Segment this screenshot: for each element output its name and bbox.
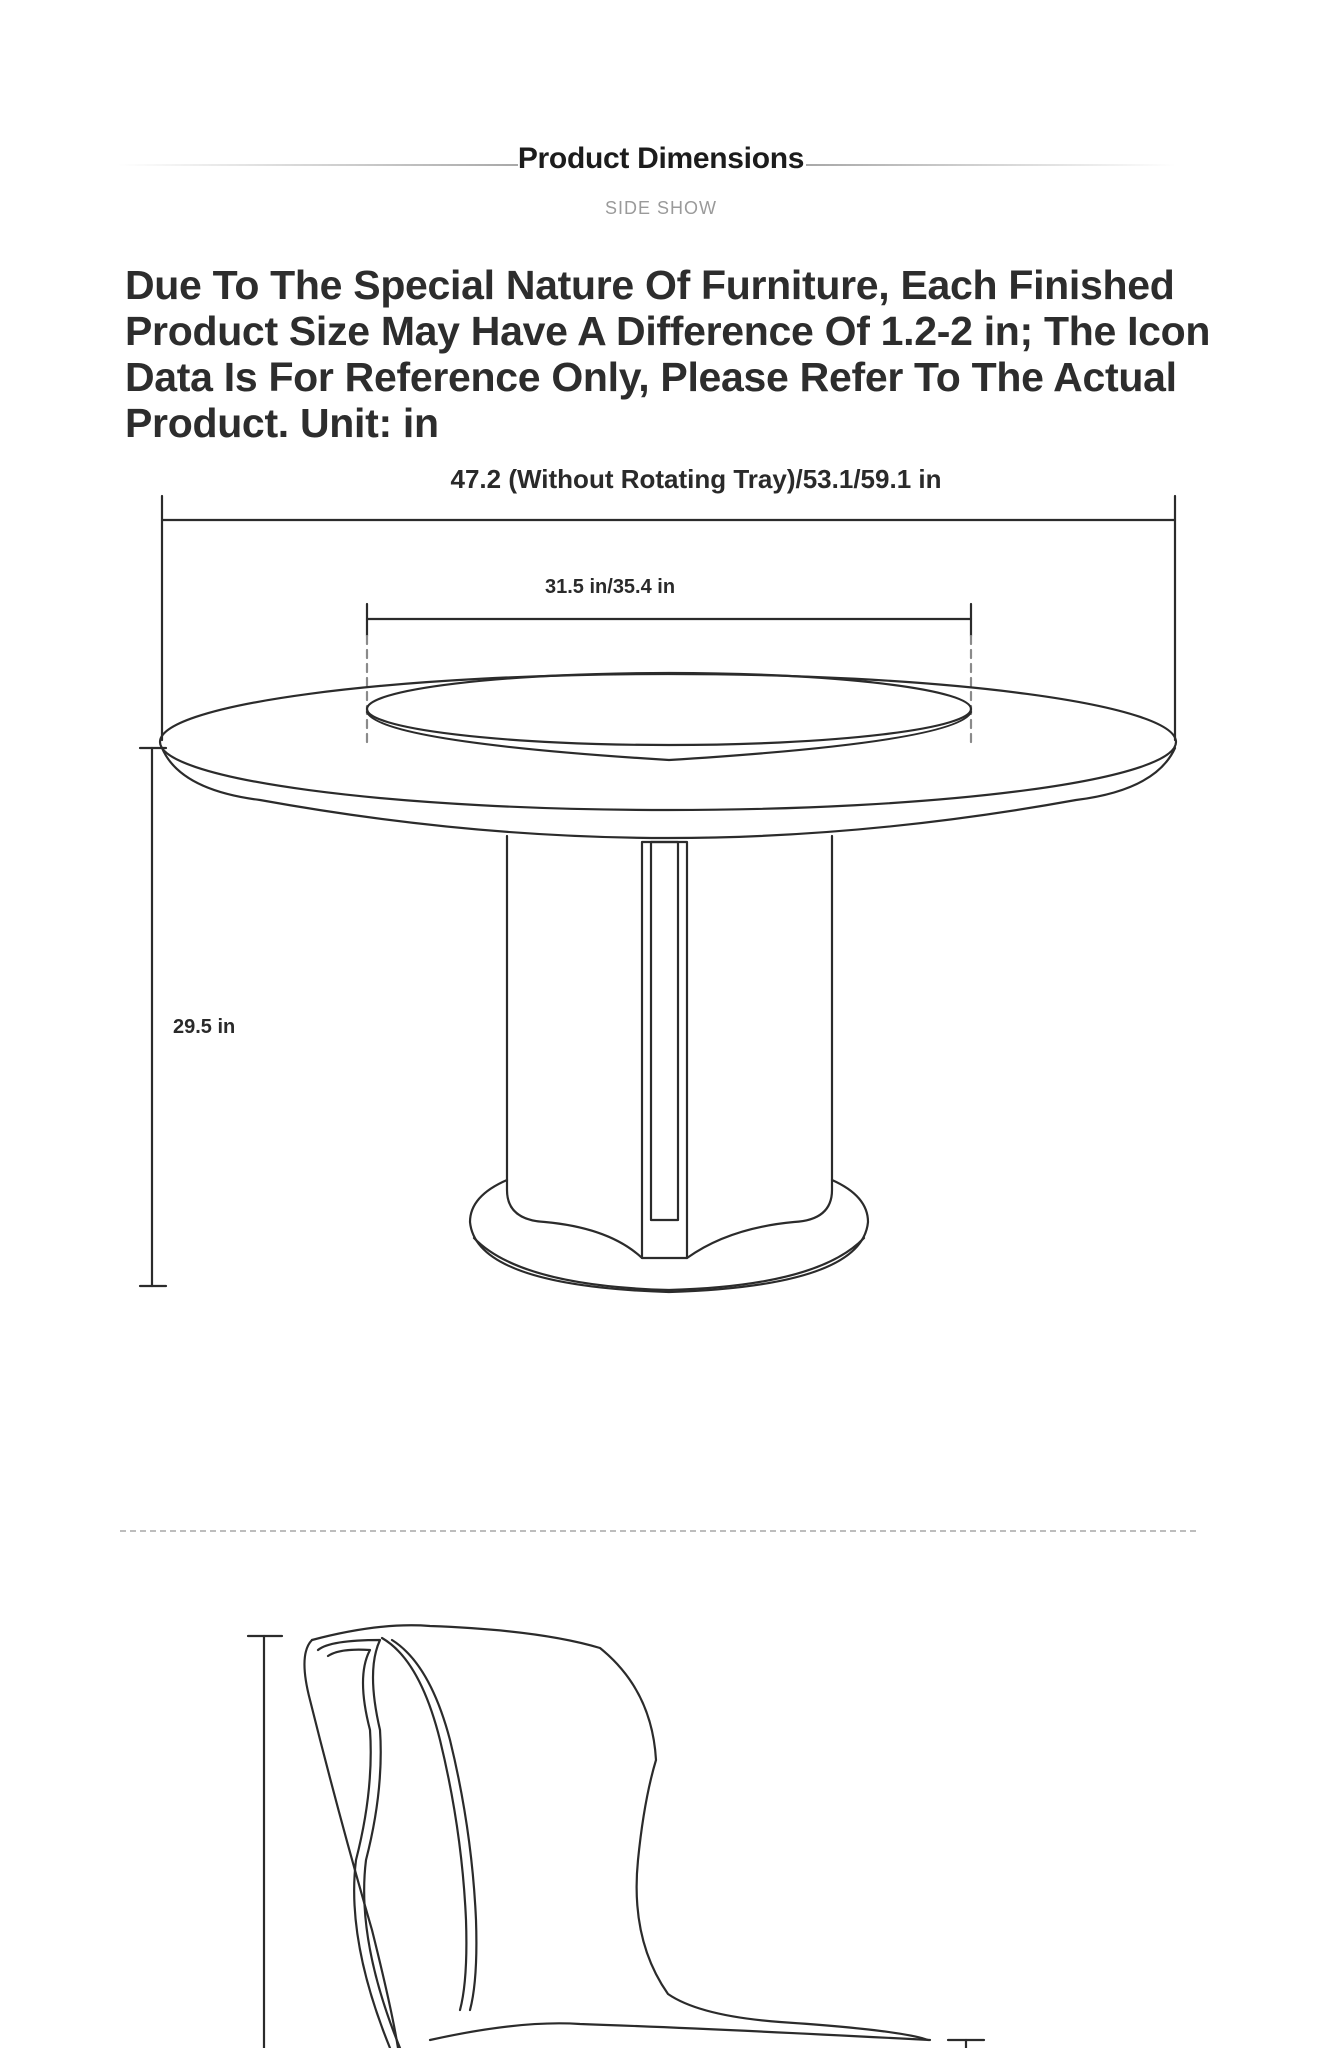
tray-width-dimension	[367, 604, 971, 748]
overall-width-label: 47.2 (Without Rotating Tray)/53.1/59.1 in	[450, 464, 942, 494]
tray-width-label: 31.5 in/35.4 in	[545, 576, 676, 598]
chair-drawing	[248, 1625, 984, 2048]
section-title: Product Dimensions	[517, 142, 805, 175]
section-subtitle: SIDE SHOW	[604, 198, 717, 218]
section-divider	[120, 1530, 1196, 1532]
table-top	[160, 674, 1176, 838]
rotating-tray	[367, 673, 971, 760]
table-base	[470, 1180, 868, 1292]
height-label: 29.5 in	[173, 1016, 236, 1038]
section-header	[0, 140, 1322, 180]
height-dimension	[140, 748, 166, 1286]
table-pedestal	[507, 836, 832, 1258]
size-disclaimer: Due To The Special Nature Of Furniture, Each Finished Product Size May Have A Difference Of 1.2-2 in; The Icon Data Is For Reference Only, Please Refer To The Actual Product. Unit: in	[125, 262, 1211, 446]
